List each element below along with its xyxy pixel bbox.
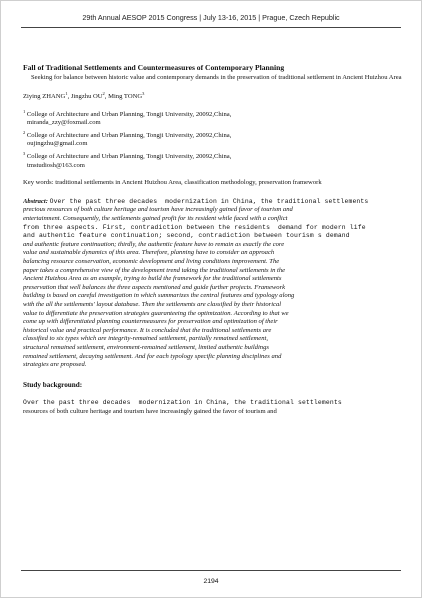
abstract-line-text: Ancient Huizhou Area as an example, trying to build the framework for the traditional settlements xyxy=(23,275,282,283)
abstract-line-text: structural remained settlement, environment-remained settlement, limited authentic buildings xyxy=(23,343,269,351)
abstract-line-text: from three aspects. First, contradiction between the residents demand for modern life xyxy=(23,223,366,231)
author-list: Ziying ZHANG$^1$, Jingzhu $OU^2$, Ming TONG$^3$ xyxy=(23,90,145,101)
page-number: 2194 xyxy=(203,578,219,585)
author-superscript: 3 xyxy=(142,90,145,96)
author-name: Ming TONG xyxy=(108,93,143,101)
abstract-line xyxy=(23,318,407,327)
footer-divider xyxy=(21,570,401,571)
keywords-text: traditional settlements in Ancient Huizhou Area, classification methodology, preservation framework xyxy=(55,179,322,187)
abstract xyxy=(23,198,407,370)
abstract-line xyxy=(23,232,407,241)
abstract-line xyxy=(23,215,407,224)
affiliation xyxy=(23,150,407,170)
abstract-line xyxy=(23,344,407,353)
abstract-line-text: paper takes a comprehensive view of the development trend taking the traditional settlements in the xyxy=(23,266,286,274)
author-name: Ziying ZHANG xyxy=(23,93,66,101)
body-line xyxy=(23,408,407,417)
paper-subtitle: Seeking for balance between historic value and contemporary demands in the preservation of traditional settlement in Ancient Huizhou Area xyxy=(31,73,402,81)
abstract-line-text: Over the past three decades modernization in China, the traditional settlements xyxy=(49,197,369,205)
abstract-line-text: with the all the settlements' layout database. Then the settlements are classified by their historical xyxy=(23,300,282,308)
author-superscript: 1 xyxy=(65,90,68,96)
abstract-line-text: classified to six types which are integrity-remained settlement, partially remained settlement, xyxy=(23,335,269,343)
abstract-line-text: come up with differentiated planning countermeasures for preservation and optimization of their xyxy=(23,318,278,326)
abstract-line xyxy=(23,267,407,276)
author-name: Jingzhu OU xyxy=(70,93,103,101)
abstract-line xyxy=(23,361,407,370)
paper-body xyxy=(23,63,407,417)
affiliation xyxy=(23,108,407,128)
affiliation-email: miranda_zzy@foxmail.com xyxy=(27,119,101,127)
header-divider xyxy=(21,27,401,28)
abstract-line xyxy=(23,198,407,207)
abstract-line-text: value to differentiate the preservation strategies guaranteeing the optimization. According to that we xyxy=(23,309,289,317)
study-background-text xyxy=(23,399,407,416)
paper-title: Fall of Traditional Settlements and Countermeasures of Contemporary Planning xyxy=(23,63,285,72)
affiliation-institution: College of Architecture and Urban Planning, Tongji University, 20092,China, xyxy=(26,110,232,118)
abstract-line xyxy=(23,301,407,310)
affiliation-superscript: 3 xyxy=(23,150,26,156)
affiliation-email: tmstudiosh@163.com xyxy=(27,161,85,169)
abstract-line-text: balancing resource conservation, economic development and living conditions improvement. The xyxy=(23,258,280,265)
affiliation-email: oujingzhu@gmail.com xyxy=(27,140,88,148)
abstract-line xyxy=(23,275,407,284)
abstract-line-text: strategies are proposed. xyxy=(23,361,87,369)
abstract-line-text: remained settlement, decaying settlement. And for each typology specific planning disciplines and xyxy=(23,352,282,360)
affiliation-institution: College of Architecture and Urban Planning, Tongji University, 20092,China, xyxy=(26,153,232,161)
abstract-line xyxy=(23,241,407,250)
abstract-line xyxy=(23,206,407,215)
keywords xyxy=(23,179,407,188)
abstract-line xyxy=(23,292,407,301)
abstract-label: Abstract: xyxy=(23,197,48,205)
abstract-line xyxy=(23,335,407,344)
affiliation-institution: College of Architecture and Urban Planning, Tongji University, 20092,China, xyxy=(26,131,232,139)
affiliation-superscript: 1 xyxy=(23,108,26,114)
abstract-line xyxy=(23,353,407,362)
abstract-line-text: building is based on careful investigation in which summarizes the central features and typology along xyxy=(23,292,295,300)
affiliation-superscript: 2 xyxy=(23,129,26,135)
abstract-line xyxy=(23,284,407,293)
abstract-line-text: and authentic feature continuation; second, contradiction between tourism s demand xyxy=(23,232,350,240)
abstract-line xyxy=(23,258,407,267)
abstract-line-text: and authentic feature continuation; thirdly, the authentic feature have to remain as exactly the core xyxy=(23,240,285,248)
abstract-line xyxy=(23,224,407,233)
abstract-line-text: historical value and practical performance. It is concluded that the traditional settlements are xyxy=(23,326,272,334)
body-line xyxy=(23,399,407,408)
running-header: 29th Annual AESOP 2015 Congress | July 13-16, 2015 | Prague, Czech Republic xyxy=(82,13,340,22)
abstract-line-text: value and sustainable dynamics of this area. Therefore, planning have to consider an approach xyxy=(23,249,275,257)
section-heading: Study background: xyxy=(23,380,83,389)
affiliation xyxy=(23,129,407,149)
keywords-label: Key words: xyxy=(23,179,54,187)
abstract-line xyxy=(23,310,407,319)
body-line-text: Over the past three decades modernization in China, the traditional settlements xyxy=(23,399,342,407)
affiliation-list xyxy=(23,108,407,171)
abstract-line xyxy=(23,249,407,258)
abstract-line-text: precious resources of both culture heritage and tourism have increasingly gained favor of tourism and xyxy=(23,206,293,214)
abstract-line-text: entertainment. Consequently, the settlements gained profit for its resident while faced with a conflict xyxy=(23,215,288,223)
abstract-line-text: preservation that well balances the three aspects mentioned and guide further projects. Framework xyxy=(23,283,286,291)
body-line-text: resources of both culture heritage and tourism have increasingly gained the favor of tourism and xyxy=(23,407,277,415)
abstract-line xyxy=(23,327,407,336)
author-superscript: 2 xyxy=(102,90,105,96)
